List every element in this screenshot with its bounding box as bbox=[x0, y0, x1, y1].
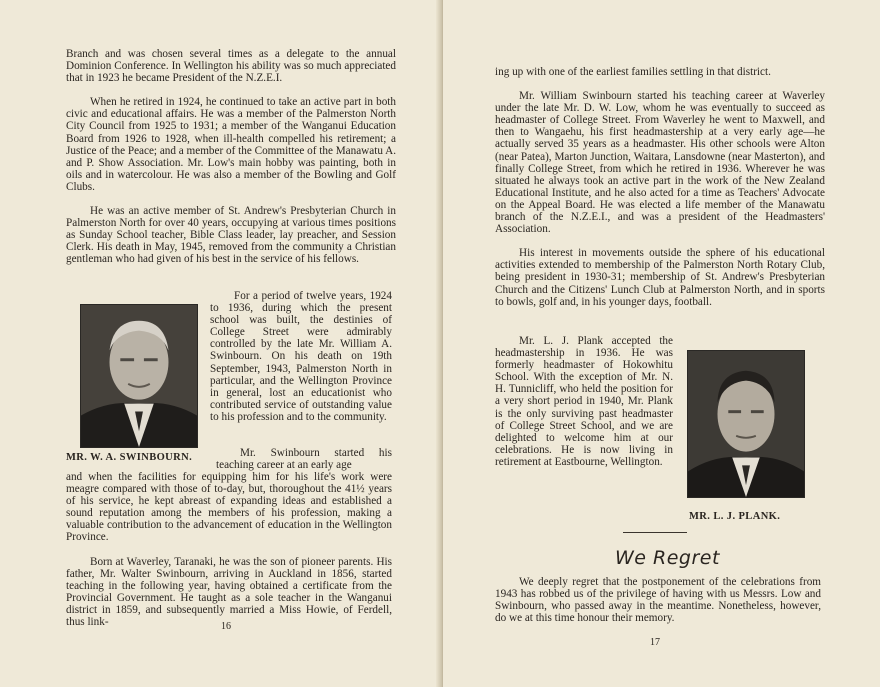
we-regret-paragraph: We deeply regret that the postponement of the celebrations from 1943 has robbed us of the privilege of having with us Messrs. Low and Swinbourn, who passed away in the meantime. Nonetheless, however, do we at this time honour their memory. bbox=[495, 576, 821, 625]
plank-caption: MR. L. J. PLANK. bbox=[689, 511, 781, 522]
left-paragraph-6: Born at Waverley, Taranaki, he was the son of pioneer parents. His father, Mr. Walter Swinbourn, arriving in Auckland in 1856, started teaching in the following year, having obtained a certificate from the Provincial Government. He taught as a sole teacher in the Wanganui district in 1859, and subsequently married a Miss Howie, of Ferdell, thus link- bbox=[66, 555, 392, 629]
divider-rule bbox=[623, 532, 687, 533]
left-text-top bbox=[66, 48, 396, 266]
right-paragraph-1: ing up with one of the earliest families settling in that district. bbox=[495, 66, 771, 78]
right-paragraph-4: Mr. L. J. Plank accepted the headmastership in 1936. He was formerly headmaster of Hokowhitu School. With the exception of Mr. N. H. Tunnicliff, who held the position for a very short period in 1940, Mr. Plank is the only surviving past headmaster of College Street School, and we are delighted to welcome him at our celebrations. He is now living in retirement at Eastbourne, Wellington. bbox=[495, 335, 673, 468]
right-text-beside-photo bbox=[495, 335, 673, 468]
right-text-bottom bbox=[495, 576, 821, 624]
right-paragraph-3: His interest in movements outside the sphere of his educational activities extended to membership of the Palmerston North Rotary Club, being president in 1930-31; membership of St. Andrew's Presbyterian Church and the Citizens' Lunch Club at Palmerston North, and in sports to bowls, golf and, in his younger days, football. bbox=[495, 247, 825, 308]
left-paragraph-1: Branch and was chosen several times as a delegate to the annual Dominion Conference. In Wellington his ability was so much appreciated that in 1923 he became President of the N.Z.E.I. bbox=[66, 48, 396, 85]
left-paragraph-5-rest: and when the facilities for equipping him for his life's work were meagre compared with those of to-day, but, thoroughout the 41½ years of his service, he kept abreast of expanding ideas and established a sound reputation among the members of his profession, making a valuable contribution to the advancement of education in the Wellington Province. bbox=[66, 471, 392, 544]
plank-photo bbox=[687, 350, 805, 498]
left-paragraph-2: When he retired in 1924, he continued to take an active part in both civic and educational affairs. He was a member of the Palmerston North City Council from 1925 to 1931; a member of the Wanganui Education Board from 1926 to 1928, when ill-health compelled his retirement; a Justice of the Peace; and a member of the Committee of the Manawatu A. and P. Show Association. Mr. Low's main hobby was painting, both in oils and in watercolour. He was also a member of the Bowling and Golf Clubs. bbox=[66, 96, 396, 193]
left-text-beside-photo bbox=[210, 290, 392, 423]
left-text-beside-caption bbox=[216, 447, 392, 471]
swinbourn-caption: MR. W. A. SWINBOURN. bbox=[66, 452, 193, 463]
left-paragraph-4: For a period of twelve years, 1924 to 1936, during which the present school was built, the destinies of College Street were admirably controlled by the late Mr. William A. Swinbourn. On his death on 19th September, 1943, Palmerston North in particular, and the Wellington Province in general, lost an educationist who contributed service of outstanding value to his profession and to the community. bbox=[210, 290, 392, 423]
right-paragraph-2: Mr. William Swinbourn started his teaching career at Waverley under the late Mr. D. W. Low, whom he was eventually to succeed as headmaster of College Street. From Waverley he went to Maxwell, and then to Wangaehu, his first headmastership at a very early age—he actually served 35 years as a headmaster. His other schools were Alton (near Patea), Marton Junction, Waitara, Lansdowne (near Masterton), and finally College Street, from which he retired in 1936. Wherever he was situated he always took an active part in the work of the New Zealand Educational Institute, and he also acted for a time as Teachers' Advocate on the Appeal Board. He was elected a life member of the Manawatu branch of the N.Z.E.I., and was a president of the Headmasters' Association. bbox=[495, 90, 825, 236]
left-page-number: 16 bbox=[221, 621, 231, 632]
right-page bbox=[443, 0, 880, 687]
right-page-number: 17 bbox=[650, 637, 660, 648]
left-text-bottom bbox=[66, 471, 392, 628]
left-paragraph-3: He was an active member of St. Andrew's Presbyterian Church in Palmerston North for over 40 years, occupying at various times positions as Sunday School teacher, Bible Class leader, lay preacher, and Session Clerk. His death in May, 1945, removed from the community a Christian gentleman who had given of his best in the service of his fellows. bbox=[66, 205, 396, 266]
right-text-top bbox=[495, 66, 825, 308]
swinbourn-photo bbox=[80, 304, 198, 448]
left-paragraph-5-start: Mr. Swinbourn started his teaching career at an early age bbox=[216, 447, 392, 472]
we-regret-heading: We Regret bbox=[615, 547, 720, 569]
